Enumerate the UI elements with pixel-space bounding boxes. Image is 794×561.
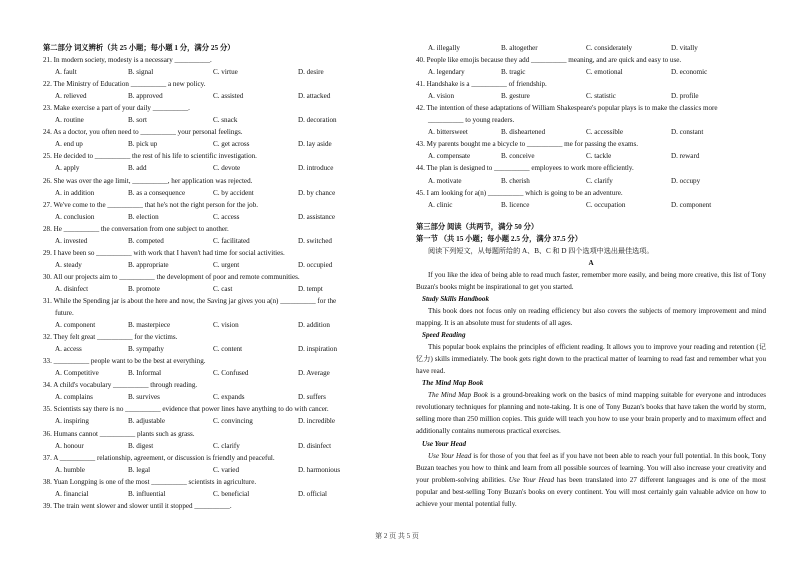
option: B. influential: [128, 489, 166, 498]
part3-heading: 第三部分 阅读（共两节，满分 50 分）: [416, 221, 539, 231]
option: A. Competitive: [55, 369, 99, 378]
question-stem: 34. A child's vocabulary __________ through reading.: [43, 381, 198, 390]
option: A. motivate: [428, 176, 462, 185]
page-footer: 第 2 页 共 5 页: [375, 532, 419, 540]
option: D. official: [298, 489, 328, 498]
question-stem: 25. He decided to __________ the rest of his life to scientific investigation.: [43, 152, 257, 161]
left-column: [43, 42, 392, 512]
option: C. Confused: [213, 369, 249, 378]
option: B. digest: [128, 441, 154, 450]
book-text: [416, 389, 766, 437]
option: B. competed: [128, 236, 164, 245]
question-stem: 44. The plan is designed to __________ employees to work more efficiently.: [416, 164, 634, 173]
option-row: [43, 114, 392, 126]
option: A. legendary: [428, 68, 465, 77]
option-row: [43, 464, 392, 476]
option: D. vitally: [671, 44, 698, 52]
option: A. honour: [55, 441, 84, 450]
question-stem: 45. I am looking for a(n) __________ which is going to be an adventure.: [416, 188, 623, 197]
question-stem: 43. My parents bought me a bicycle to __________ me for passing the exams.: [416, 140, 639, 149]
option-row: [43, 440, 392, 452]
option-row: [43, 415, 392, 427]
option-row: [43, 259, 392, 271]
option: C. statistic: [586, 92, 616, 101]
option: C. assisted: [213, 92, 244, 101]
option: C. clarify: [213, 441, 240, 450]
option-row: [43, 187, 392, 199]
question-stem: 32. They felt great __________ for the victims.: [43, 333, 178, 342]
option: C. emotional: [586, 68, 623, 77]
option: B. sympathy: [128, 345, 164, 354]
book-text: This book does not focus only on reading efficiency but also covers the subjects of memory improvement and mind mapping. It is an absolute must for students of all ages.: [416, 306, 766, 328]
option-row: [43, 367, 392, 379]
option: B. masterpiece: [128, 321, 171, 330]
option: D. introduce: [298, 164, 334, 173]
option: D. reward: [671, 152, 700, 161]
option: B. gesture: [501, 92, 530, 101]
option-row: [43, 283, 392, 295]
option: A. disinfect: [55, 284, 89, 293]
option: B. pick up: [128, 140, 158, 149]
right-column: [416, 42, 766, 510]
option: C. varied: [213, 465, 240, 474]
option: B. altogether: [501, 44, 538, 52]
option: B. Informal: [128, 369, 162, 378]
option: B. conceive: [501, 152, 535, 161]
option: C. virtue: [213, 68, 238, 77]
option: B. approved: [128, 92, 163, 101]
question-stem: 33. __________ people want to be the best at everything.: [43, 357, 206, 366]
book-title: The Mind Map Book: [422, 379, 484, 388]
book-title: Speed Reading: [422, 331, 466, 340]
option: B. election: [128, 212, 159, 221]
option: B. add: [128, 164, 147, 173]
option: B. promote: [128, 284, 160, 293]
option: C. tackle: [586, 152, 612, 161]
option: B. appropriate: [128, 260, 169, 269]
option: A. fault: [55, 68, 77, 77]
option: C. get across: [213, 140, 250, 149]
option: C. considerately: [586, 44, 633, 52]
option-row: [43, 343, 392, 355]
option: A. humble: [55, 465, 85, 474]
option: C. vision: [213, 321, 239, 330]
option-row: [43, 488, 392, 500]
option: A. invested: [55, 236, 88, 245]
option: D. by chance: [298, 188, 336, 197]
instruction: 阅读下列短文，从每题所给的 A、B、C 和 D 四个选项中选出最佳选项。: [428, 246, 654, 255]
option: D. assistance: [298, 212, 336, 221]
book-text-body: is for those of you that feel as if you have not been able to reach your full potential. In this book, Tony Buzan teaches you how to think and learn from all possible sources of learning. You will also increase your creativity and your problem-solving abilities.: [416, 451, 767, 484]
option: D. tempt: [298, 284, 323, 293]
option: B. as a consequence: [128, 188, 186, 197]
option: C. by accident: [213, 188, 254, 197]
question-stem: 38. Yuan Longping is one of the most __________ scientists in agriculture.: [43, 477, 257, 486]
option: D. incredible: [298, 417, 336, 426]
option: A. conclusion: [55, 212, 95, 221]
option: D. occupy: [671, 176, 701, 185]
option-row: [43, 90, 392, 102]
passage-intro: If you like the idea of being able to read much faster, remember more easily, and being more creative, this list of Tony Buzan's books might be inspirational to get you started.: [416, 270, 766, 291]
option: A. component: [55, 321, 96, 330]
question-stem-continued: future.: [55, 309, 74, 318]
option: D. lay aside: [298, 140, 332, 149]
section-heading: 第二部分 词义辨析（共 25 小题；每小题 1 分，满分 25 分）: [43, 43, 235, 52]
book-title-inline: Use Your Head: [508, 475, 554, 484]
question-stem: 35. Scientists say there is no __________ evidence that power lines have anything to do with cancer.: [43, 405, 329, 414]
option: D. profile: [671, 92, 699, 101]
option: D. disinfect: [298, 441, 332, 450]
option: D. desire: [298, 68, 324, 77]
option: B. tragic: [501, 68, 526, 77]
option: A. clinic: [428, 200, 453, 209]
option-row: [43, 319, 392, 331]
book-title-inline: The Mind Map Book: [428, 391, 488, 400]
book-text-body: is a ground-breaking work on the basics of mind mapping suitable for everyone and introduces revolutionary techniques for planning and note-taking. It is one of Tony Buzan's books that have taken the world by storm, selling more than 250 million copies. This guide will teach you how to use your brain properly and to maximum effect and additionally contains numerous practical exercises.: [416, 391, 766, 436]
option: A. in addition: [55, 188, 95, 197]
option-row: [416, 150, 766, 162]
option: A. access: [55, 345, 82, 354]
option: A. relieved: [55, 92, 87, 101]
option: D. inspiration: [298, 345, 338, 354]
option-row: [416, 126, 766, 138]
option: D. addition: [298, 321, 330, 330]
option-row: [43, 211, 392, 223]
question-stem: 21. In modern society, modesty is a necessary __________.: [43, 56, 212, 65]
question-stem: 22. The Ministry of Education __________ a new policy.: [43, 80, 206, 89]
option: A. end up: [55, 140, 83, 149]
option-row: [43, 138, 392, 150]
question-stem: 36. Humans cannot __________ plants such as grass.: [43, 429, 195, 438]
question-stem: 26. She was over the age limit, __________, her application was rejected.: [43, 176, 253, 185]
question-stem: 42. The intention of these adaptations of William Shakespeare's popular plays is to make the classics more: [416, 104, 718, 113]
question-stem: 23. Make exercise a part of your daily __________.: [43, 104, 190, 113]
option: B. adjustable: [128, 417, 166, 426]
option: A. complains: [55, 393, 93, 402]
option: D. occupied: [298, 260, 333, 269]
option-row: [416, 199, 766, 211]
passage-letter: A: [588, 258, 594, 267]
option: C. content: [213, 345, 243, 354]
option: C. convincing: [213, 417, 253, 426]
option: B. legal: [128, 465, 151, 474]
option: C. clarify: [586, 176, 613, 185]
question-stem-continued: __________ to young readers.: [428, 116, 515, 125]
option: A. inspiring: [55, 417, 89, 426]
question-list: [43, 54, 392, 500]
option: D. suffers: [298, 393, 326, 402]
question-stem: 24. As a doctor, you often need to __________ your personal feelings.: [43, 128, 243, 137]
question-stem: 29. I have been so __________ with work that I haven't had time for social activities.: [43, 248, 285, 257]
option-row: [416, 42, 766, 54]
book-title: Study Skills Handbook: [422, 294, 490, 303]
option-row: [43, 235, 392, 247]
option-row: [43, 391, 392, 403]
option: B. disheartened: [501, 128, 546, 137]
option-row: [416, 175, 766, 187]
option: C. expands: [213, 393, 245, 402]
option: A. vision: [428, 92, 455, 101]
option: A. bittersweet: [428, 128, 468, 137]
question-stem: 27. We've come to the __________ that he's not the right person for the job.: [43, 200, 259, 209]
option: A. illegally: [428, 44, 460, 52]
option: C. beneficial: [213, 489, 250, 498]
book-title-inline: Use Your Head: [428, 451, 472, 460]
option: B. cherish: [501, 176, 530, 185]
book-text: [416, 450, 766, 510]
option: B. licence: [501, 200, 530, 209]
option: A. routine: [55, 116, 84, 125]
question-stem: 40. People like emojis because they add __________ meaning, and are quick and easy to use.: [416, 56, 682, 65]
option: B. sort: [128, 116, 147, 125]
option: B. survives: [128, 393, 160, 402]
option: B. signal: [128, 68, 154, 77]
option: D. attacked: [298, 92, 331, 101]
option: A. steady: [55, 260, 82, 269]
option: C. occupation: [586, 200, 626, 209]
option: C. cast: [213, 284, 233, 293]
option: C. snack: [213, 116, 238, 125]
book-title: Use Your Head: [422, 439, 467, 448]
option-row: [43, 162, 392, 174]
question-list: [416, 54, 766, 211]
option-row: [416, 66, 766, 78]
option: C. accessible: [586, 128, 624, 137]
book-text: This popular book explains the principles of efficient reading. It allows you to improve your reading and retention (记忆力) skills immediately. The book gets right down to the practical matter of learning to read fast and remember what you have read.: [416, 343, 766, 376]
option: D. harmonious: [298, 465, 341, 474]
option: C. facilitated: [213, 236, 250, 245]
option: D. constant: [671, 128, 704, 137]
question-stem: 28. He __________ the conversation from one subject to another.: [43, 224, 229, 233]
option: C. urgent: [213, 260, 240, 269]
book-text-body: has been translated into 27 different languages and is one of the most popular and best-selling Tony Buzan's books on every continent. You will most certainly gain valuable advice on how to achieve your mental potential fully.: [416, 475, 767, 508]
option: D. decoration: [298, 116, 337, 125]
option: D. Average: [298, 369, 330, 378]
option: A. compensate: [428, 152, 471, 161]
option: C. devote: [213, 164, 241, 173]
section1-heading: 第一节 （共 15 小题；每小题 2.5 分，满分 37.5 分）: [416, 233, 583, 243]
question-stem: 41. Handshake is a __________ of friendship.: [416, 80, 547, 89]
option: A. apply: [55, 164, 80, 173]
option-row: [416, 90, 766, 102]
option: D. switched: [298, 236, 332, 245]
option-row: [43, 66, 392, 78]
option: C. access: [213, 212, 240, 221]
question-stem: 39. The train went slower and slower until it stopped __________.: [43, 501, 232, 510]
question-stem: 30. All our projects aim to __________ the development of poor and remote communities.: [43, 272, 300, 281]
question-stem: 31. While the Spending jar is about the here and now, the Saving jar gives you a(n) __________ for the: [43, 296, 337, 305]
option: A. financial: [55, 489, 89, 498]
question-stem: 37. A __________ relationship, agreement, or discussion is friendly and peaceful.: [43, 453, 275, 462]
option: D. economic: [671, 68, 708, 77]
option: D. component: [671, 200, 712, 209]
